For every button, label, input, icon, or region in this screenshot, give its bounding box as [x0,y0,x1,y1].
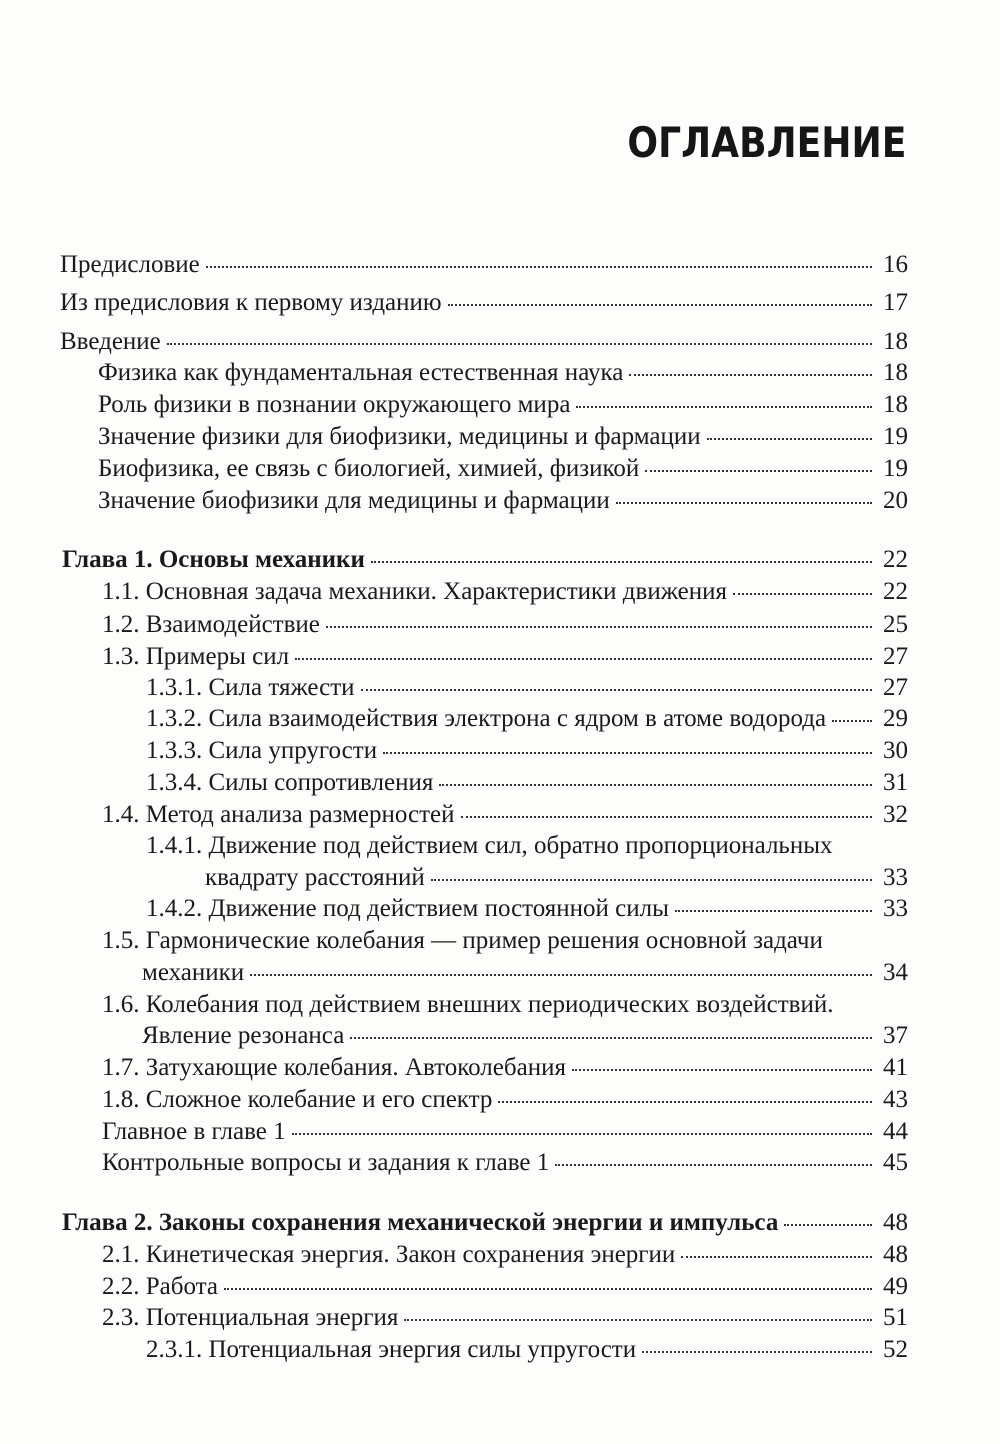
dot-leader [250,973,872,976]
section-number: 1.2. [102,611,140,638]
entry-page: 45 [883,1149,908,1176]
entry-title-continuation: механики [142,959,245,986]
dot-leader [616,501,872,504]
entry-page: 30 [883,737,908,764]
toc-entry-subsection[interactable] [146,1335,908,1365]
entry-title: Физика как фундаментальная естественная наука [98,359,624,386]
toc-entry-subsection[interactable] [146,704,908,734]
dot-leader [784,1223,872,1226]
dot-leader [707,437,872,440]
entry-page: 48 [883,1241,908,1268]
entry-page: 19 [883,423,908,450]
entry-page: 33 [883,895,908,922]
entry-title: Работа [145,1273,218,1300]
section-number: 1.8. [102,1086,140,1113]
section-number: 1.3. [102,643,140,670]
entry-title: Значение физики для биофизики, медицины и фармации [98,423,701,450]
section-number: 2.3.1. [146,1336,203,1363]
toc-entry-introduction[interactable] [60,327,908,357]
dot-leader [371,560,872,563]
dot-leader [498,1100,872,1103]
dot-leader [206,265,872,268]
section-number: 2.2. [102,1273,140,1300]
entry-title: Биофизика, ее связь с биологией, химией, физикой [98,455,640,482]
section-number: 1.4. [102,801,140,828]
entry-page: 29 [883,705,908,732]
entry-page: 22 [883,578,908,605]
dot-leader [431,878,872,881]
dot-leader [326,625,872,628]
entry-page: 22 [883,546,908,573]
toc-entry-subsection-continuation[interactable] [205,863,908,893]
entry-page: 41 [883,1054,908,1081]
entry-title: Основная задача механики. Характеристики движения [145,578,727,605]
dot-leader [832,719,872,722]
dot-leader [681,1255,872,1258]
section-number: 1.5. [102,927,140,954]
toc-entry[interactable] [98,422,908,452]
toc-entry-first-edition-preface[interactable] [60,288,908,318]
dot-leader [555,1163,872,1166]
entry-page: 48 [883,1209,908,1236]
toc-entry-section[interactable] [102,1053,908,1083]
entry-page: 52 [883,1336,908,1363]
entry-title: Движение под действием постоянной силы [208,895,669,922]
entry-page: 27 [883,674,908,701]
entry-title: Предисловие [60,251,200,278]
section-number: 1.4.1. [146,832,203,859]
entry-page: 31 [883,769,908,796]
toc-entry-questions[interactable] [102,1148,908,1178]
dot-leader [167,342,872,345]
entry-title: Главное в главе 1 [102,1118,286,1145]
toc-entry-section[interactable] [102,610,908,640]
dot-leader [350,1036,872,1039]
dot-leader [292,1132,872,1135]
entry-title-continuation: Явление резонанса [142,1022,345,1049]
entry-page: 25 [883,611,908,638]
entry-title: Сила взаимодействия электрона с ядром в атоме водорода [208,705,827,732]
toc-entry-section[interactable] [102,800,908,830]
toc-entry-subsection[interactable] [146,894,908,924]
section-number: 1.3.1. [146,674,203,701]
entry-title: Взаимодействие [145,611,320,638]
toc-entry-subsection[interactable] [146,768,908,798]
entry-page: 18 [883,359,908,386]
entry-page: 16 [883,251,908,278]
entry-page: 43 [883,1086,908,1113]
entry-page: 32 [883,801,908,828]
entry-title: Метод анализа размерностей [145,801,455,828]
toc-entry-subsection[interactable] [146,673,908,703]
entry-title: Сложное колебание и его спектр [145,1086,493,1113]
entry-title: Из предисловия к первому изданию [60,289,442,316]
toc-entry[interactable] [98,486,908,516]
toc-entry-section-continuation[interactable] [142,1021,908,1051]
dot-leader [629,373,872,376]
entry-title: Движение под действием сил, обратно пропорциональных [208,832,833,859]
toc-entry-section-continuation[interactable] [142,958,908,988]
entry-page: 49 [883,1273,908,1300]
toc-entry-subsection[interactable] [146,736,908,766]
entry-page: 17 [883,289,908,316]
dot-leader [448,303,872,306]
entry-page: 19 [883,455,908,482]
section-number: 1.6. [102,991,140,1018]
entry-page: 34 [883,959,908,986]
dot-leader [404,1318,872,1321]
entry-title: Силы сопротивления [208,769,434,796]
toc-entry-section[interactable] [102,577,908,607]
toc-entry-section-first-line[interactable] [102,990,833,1020]
dot-leader [295,657,872,660]
entry-title: Сила тяжести [208,674,355,701]
toc-entry-chapter-2[interactable] [62,1208,908,1238]
entry-title: Контрольные вопросы и задания к главе 1 [102,1149,550,1176]
dot-leader [461,815,873,818]
entry-page: 27 [883,643,908,670]
entry-title: Введение [60,328,161,355]
dot-leader [576,405,872,408]
toc-entry-section[interactable] [102,642,908,672]
entry-page: 37 [883,1022,908,1049]
entry-title: Сила упругости [208,737,378,764]
section-number: 1.3.2. [146,705,203,732]
entry-title: Колебания под действием внешних периодических воздействий. [145,991,834,1018]
toc-entry-preface[interactable] [60,250,908,280]
chapter-title: Глава 1. Основы механики [62,546,365,573]
entry-title: Значение биофизики для медицины и фармации [98,487,610,514]
dot-leader [572,1068,872,1071]
toc-entry-section[interactable] [102,1272,908,1302]
toc-entry-subsection-first-line[interactable] [146,831,833,861]
section-number: 1.4.2. [146,895,203,922]
chapter-title: Глава 2. Законы сохранения механической энергии и импульса [62,1209,779,1236]
entry-title: Роль физики в познании окружающего мира [98,391,571,418]
entry-title: Потенциальная энергия силы упругости [208,1336,637,1363]
entry-title: Потенциальная энергия [145,1304,399,1331]
toc-entry-section[interactable] [102,1240,908,1270]
entry-page: 18 [883,391,908,418]
entry-title: Примеры сил [145,643,290,670]
entry-page: 33 [883,864,908,891]
entry-title-continuation: квадрату расстояний [205,864,425,891]
dot-leader [642,1350,872,1353]
toc-entry-chapter-1[interactable] [62,545,908,575]
entry-page: 51 [883,1304,908,1331]
section-number: 1.3.3. [146,737,203,764]
section-number: 1.7. [102,1054,140,1081]
entry-title: Гармонические колебания — пример решения основной задачи [145,927,823,954]
section-number: 1.1. [102,578,140,605]
dot-leader [224,1287,872,1290]
section-number: 2.3. [102,1304,140,1331]
toc-entry-section[interactable] [102,1303,908,1333]
entry-page: 20 [883,487,908,514]
page-title: ОГЛАВЛЕНИЕ [626,118,906,167]
entry-page: 44 [883,1118,908,1145]
toc-entry-summary[interactable] [102,1117,908,1147]
toc-entry[interactable] [98,358,908,388]
dot-leader [383,751,872,754]
dot-leader [645,469,872,472]
entry-title: Кинетическая энергия. Закон сохранения энергии [145,1241,676,1268]
toc-entry-section[interactable] [102,1085,908,1115]
dot-leader [733,592,872,595]
toc-entry-section-first-line[interactable] [102,926,823,956]
section-number: 1.3.4. [146,769,203,796]
toc-entry[interactable] [98,390,908,420]
dot-leader [361,688,872,691]
section-number: 2.1. [102,1241,140,1268]
toc-entry[interactable] [98,454,908,484]
entry-title: Затухающие колебания. Автоколебания [145,1054,566,1081]
dot-leader [439,783,872,786]
entry-page: 18 [883,328,908,355]
dot-leader [675,909,872,912]
